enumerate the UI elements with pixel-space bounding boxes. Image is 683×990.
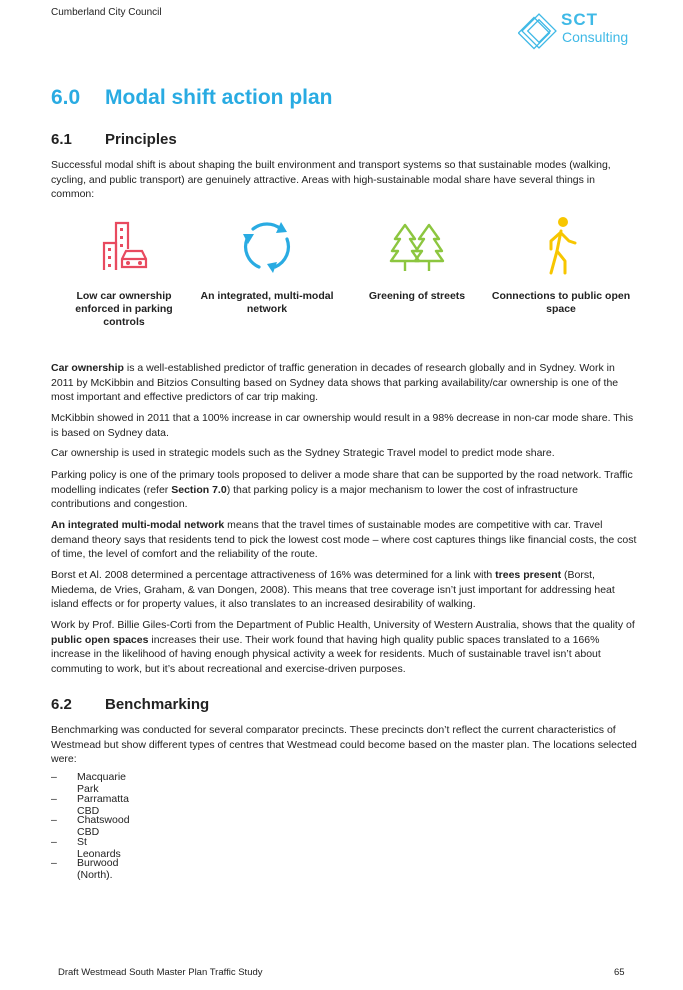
logo-text-sct: SCT [561,10,598,29]
location-name: St Leonards [77,835,121,860]
icon-label-network: An integrated, multi-modal network [200,290,334,315]
parking-policy-text-b: ) that parking policy is a major mechanism to lower the cost of infrastructure contributions and congestion. [51,483,578,511]
open-space-text-a: Work by Prof. Billie Giles-Corti from the Department of Public Health, University of Western Australia, shows that the quality of [51,619,635,631]
icon-card-greening [347,215,487,303]
walking-person-icon [531,215,591,275]
public-open-spaces-term: public open spaces [51,633,149,646]
principles-number: 6.1 [51,131,72,148]
strategic-models-paragraph: Car ownership is used in strategic models such as the Sydney Strategic Travel model to predict mode share. [51,447,555,459]
principles-heading [51,131,177,148]
trees-present-term: trees present [495,569,562,581]
sct-consulting-logo [518,10,638,52]
section-number: 6.0 [51,86,81,109]
cycle-arrows-icon [237,215,297,275]
parking-policy-text-a: Parking policy is one of the primary tools proposed to deliver a mode share that can be supported by the road network. Traffic modelling indicates (refer [51,469,633,496]
list-dash: – [51,835,57,848]
mckibbin-paragraph: McKibbin showed in 2011 that a 100% increase in car ownership would result in a 98% decrease in non-car mode share. This is based on Sydney data. [51,412,634,439]
open-space-text-b: increases their use. Their work found that having high quality public spaces translated to a 166% increase in the likelihood of having enough physical activity a week for residents. Much of sustainable travel isn’t about commuting to work, but it’s about recreational and exercise-driven purposes. [51,633,601,675]
parking-policy-paragraph [51,468,637,512]
logo-text-consulting: Consulting [562,29,629,45]
car-ownership-term: Car ownership [51,362,124,374]
section-7-reference: Section 7.0 [171,483,227,496]
list-dash: – [51,771,57,783]
page-number: 65 [614,967,625,978]
principles-icons [51,215,641,335]
principles-title: Principles [105,131,177,148]
icon-card-car-ownership [54,215,194,329]
location-name: Parramatta CBD [77,792,129,817]
network-term: An integrated multi-modal network [51,519,225,531]
section-heading [51,86,333,110]
borst-paragraph [51,568,637,612]
logo-diamond-icon [518,10,560,52]
icon-label-open-space: Connections to public open space [491,290,631,315]
location-name: Macquarie Park [77,771,127,795]
open-space-paragraph [51,618,637,676]
icon-card-open-space [491,215,631,316]
icon-label-car-ownership: Low car ownership enforced in parking controls [75,290,173,328]
network-text: means that the travel times of sustainable modes are competitive with car. Travel demand theory says that residents tend to pick the lowest cost mode – where cost captures things like financial costs, the cost of time, the level of comfort and the reliability of the route. [51,519,637,561]
principles-intro: Successful modal shift is about shaping the built environment and transport systems so that sustainable modes (walking, cycling, and public transport) are genuinely attractive. Areas with high-sustainable modal share have several things in common: [51,159,611,201]
benchmarking-heading [51,696,209,713]
borst-text-a: Borst et Al. 2008 determined a percentage attractiveness of 16% was determined for a link with [51,569,496,581]
list-dash: – [51,792,57,805]
list-dash: – [51,857,57,870]
list-dash: – [51,814,57,827]
footer-title: Draft Westmead South Master Plan Traffic Study [58,967,263,978]
benchmarking-intro: Benchmarking was conducted for several comparator precincts. These precincts don’t reflect the current characteristics of Westmead but show different types of centres that Westmead could become based on the master plan. The locations selected were: [51,724,637,766]
icon-label-greening: Greening of streets [368,290,466,302]
location-name: Burwood (North). [77,857,119,882]
trees-icon [387,215,447,275]
icon-card-network [197,215,337,316]
building-car-icon [94,215,154,275]
car-ownership-text: is a well-established predictor of traffic generation in decades of research globally and in Sydney. Work in 2011 by McKibbin and Bitzios Consulting based on Sydney data shows that parking availability/car ownership is one of the most important and effective predictors of car trip making. [51,362,619,404]
council-name: Cumberland City Council [51,7,162,18]
benchmarking-title: Benchmarking [105,696,210,713]
section-title: Modal shift action plan [105,86,333,109]
borst-text-b: (Borst, Miedema, de Vries, Graham, & van Dongen, 2008). This means that tree coverage isn’t just important for addressing heat island effects or for property values, it also translates to an increased desirability of walking. [51,569,615,611]
network-paragraph [51,518,637,562]
car-ownership-paragraph [51,361,637,405]
location-name: Chatswood CBD [77,814,130,839]
benchmarking-number: 6.2 [51,696,72,713]
